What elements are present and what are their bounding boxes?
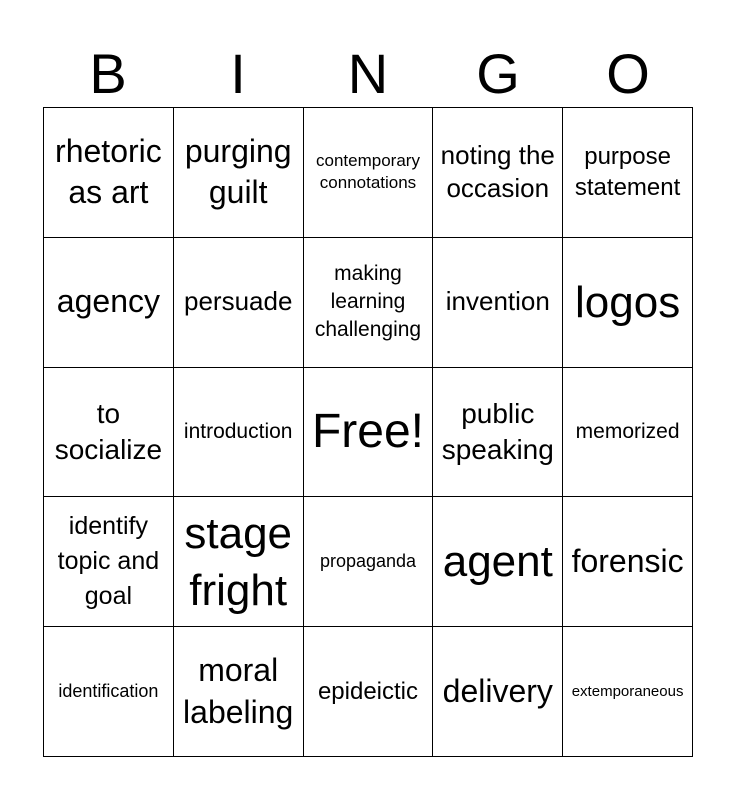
- bingo-cell[interactable]: [44, 238, 174, 368]
- cell-text: noting the occasion: [440, 139, 555, 204]
- cell-text: logos: [575, 277, 681, 327]
- bingo-cell[interactable]: [563, 238, 693, 368]
- bingo-cell[interactable]: [44, 497, 174, 627]
- bingo-cell[interactable]: [44, 627, 174, 757]
- cell-text: invention: [445, 286, 550, 317]
- cell-text: making learning challenging: [314, 261, 422, 342]
- bingo-cell[interactable]: [563, 108, 693, 238]
- cell-text: Free!: [311, 405, 424, 459]
- bingo-cell[interactable]: [433, 368, 563, 498]
- bingo-cell[interactable]: [304, 238, 434, 368]
- cell-text: agent: [442, 537, 553, 587]
- cell-text: epideictic: [317, 678, 419, 705]
- bingo-cell[interactable]: [304, 108, 434, 238]
- cell-text: agency: [56, 283, 160, 320]
- cell-text: introduction: [183, 419, 293, 443]
- free-space[interactable]: [304, 368, 434, 498]
- cell-text: to socialize: [54, 397, 163, 465]
- cell-text: rhetoric as art: [55, 132, 162, 211]
- header-letter-i: I: [230, 42, 246, 105]
- cell-text: purging guilt: [184, 132, 292, 211]
- cell-text: extemporaneous: [571, 682, 684, 700]
- bingo-cell[interactable]: [563, 368, 693, 498]
- bingo-cell[interactable]: [44, 368, 174, 498]
- bingo-cell[interactable]: [433, 627, 563, 757]
- bingo-cell[interactable]: [433, 108, 563, 238]
- header-letter-n: N: [347, 42, 389, 105]
- bingo-header: [43, 40, 693, 108]
- cell-text: propaganda: [319, 551, 417, 572]
- cell-text: forensic: [571, 542, 684, 579]
- bingo-cell[interactable]: [174, 238, 304, 368]
- cell-text: moral labeling: [183, 652, 294, 730]
- bingo-cell[interactable]: [433, 238, 563, 368]
- header-letter-b: B: [89, 42, 127, 105]
- bingo-cell[interactable]: [563, 627, 693, 757]
- header-letter-o: O: [606, 42, 650, 105]
- cell-text: identification: [58, 680, 159, 701]
- cell-text: public speaking: [441, 397, 554, 465]
- bingo-grid: [43, 107, 693, 757]
- header-letter-g: G: [476, 42, 520, 105]
- bingo-cell[interactable]: [563, 497, 693, 627]
- cell-text: purpose statement: [574, 143, 681, 202]
- bingo-cell[interactable]: [174, 627, 304, 757]
- bingo-cell[interactable]: [433, 497, 563, 627]
- cell-text: identify topic and goal: [57, 512, 160, 611]
- cell-text: delivery: [442, 672, 553, 709]
- bingo-cell[interactable]: [174, 108, 304, 238]
- cell-text: stage fright: [184, 508, 293, 615]
- bingo-cell[interactable]: [304, 627, 434, 757]
- bingo-cell[interactable]: [304, 497, 434, 627]
- bingo-cell[interactable]: [174, 368, 304, 498]
- bingo-cell[interactable]: [174, 497, 304, 627]
- cell-text: contemporary connotations: [316, 151, 420, 193]
- cell-text: memorized: [575, 419, 680, 443]
- cell-text: persuade: [183, 286, 293, 317]
- bingo-cell[interactable]: [44, 108, 174, 238]
